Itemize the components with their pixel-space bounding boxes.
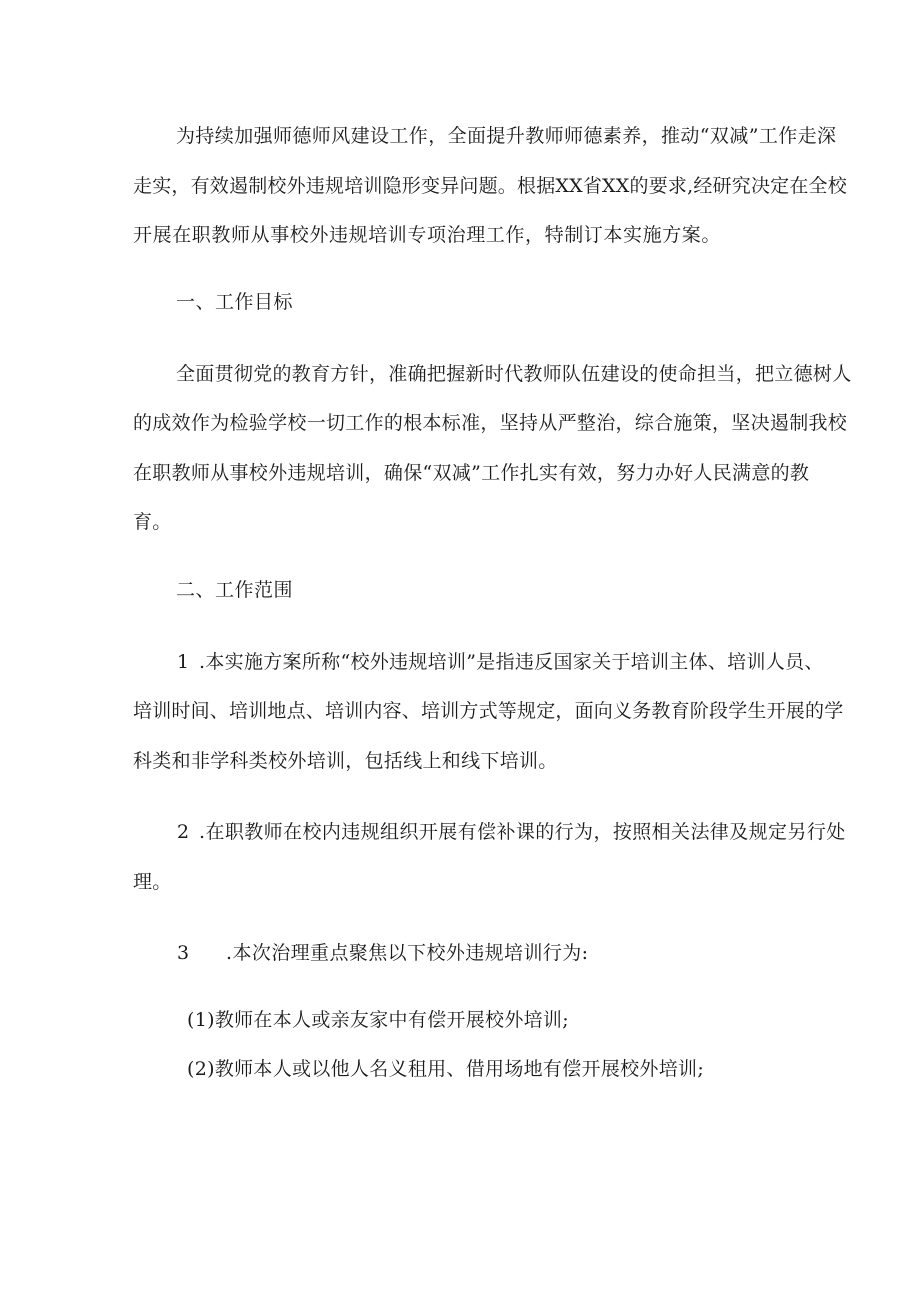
item-1-line-3: 科类和非学科类校外培训，包括线上和线下培训。 xyxy=(133,750,558,772)
item-1-number: 1 xyxy=(177,651,190,673)
item-3-number: 3 xyxy=(177,942,190,964)
item-3-line-1: .本次治理重点聚焦以下校外违规培训行为: xyxy=(226,942,589,964)
section1-heading: 一、工作目标 xyxy=(176,291,294,313)
subitem-2: (2)教师本人或以他人名义租用、借用场地有偿开展校外培训; xyxy=(187,1058,705,1080)
section1-line-3: 在职教师从事校外违规培训，确保“双减”工作扎实有效，努力办好人民满意的教 xyxy=(133,462,810,484)
item-2-line-1: .在职教师在校内违规组织开展有偿补课的行为，按照相关法律及规定另行处 xyxy=(199,821,846,843)
item-2-line-2: 理。 xyxy=(133,871,172,893)
subitem-1: (1)教师在本人或亲友家中有偿开展校外培训; xyxy=(187,1009,569,1031)
intro-line-2: 走实，有效遏制校外违规培训隐形变异问题。根据XX省XX的要求,经研究决定在全校 xyxy=(133,175,847,197)
section1-line-4: 育。 xyxy=(133,511,172,533)
intro-line-1: 为持续加强师德师风建设工作，全面提升教师师德素养，推动“双减”工作走深 xyxy=(176,125,837,147)
intro-line-3: 开展在职教师从事校外违规培训专项治理工作，特制订本实施方案。 xyxy=(133,224,722,246)
item-1-line-2: 培训时间、培训地点、培训内容、培训方式等规定，面向义务教育阶段学生开展的学 xyxy=(133,700,844,722)
section2-heading: 二、工作范围 xyxy=(176,579,294,601)
section1-line-2: 的成效作为检验学校一切工作的根本标准，坚持从严整治，综合施策，坚决遏制我校 xyxy=(133,412,848,434)
item-2-number: 2 xyxy=(177,821,190,843)
item-1-line-1: .本实施方案所称“校外违规培训”是指违反国家关于培训主体、培训人员、 xyxy=(199,651,824,673)
section1-line-1: 全面贯彻党的教育方针，准确把握新时代教师队伍建设的使命担当，把立德树人 xyxy=(176,363,852,385)
